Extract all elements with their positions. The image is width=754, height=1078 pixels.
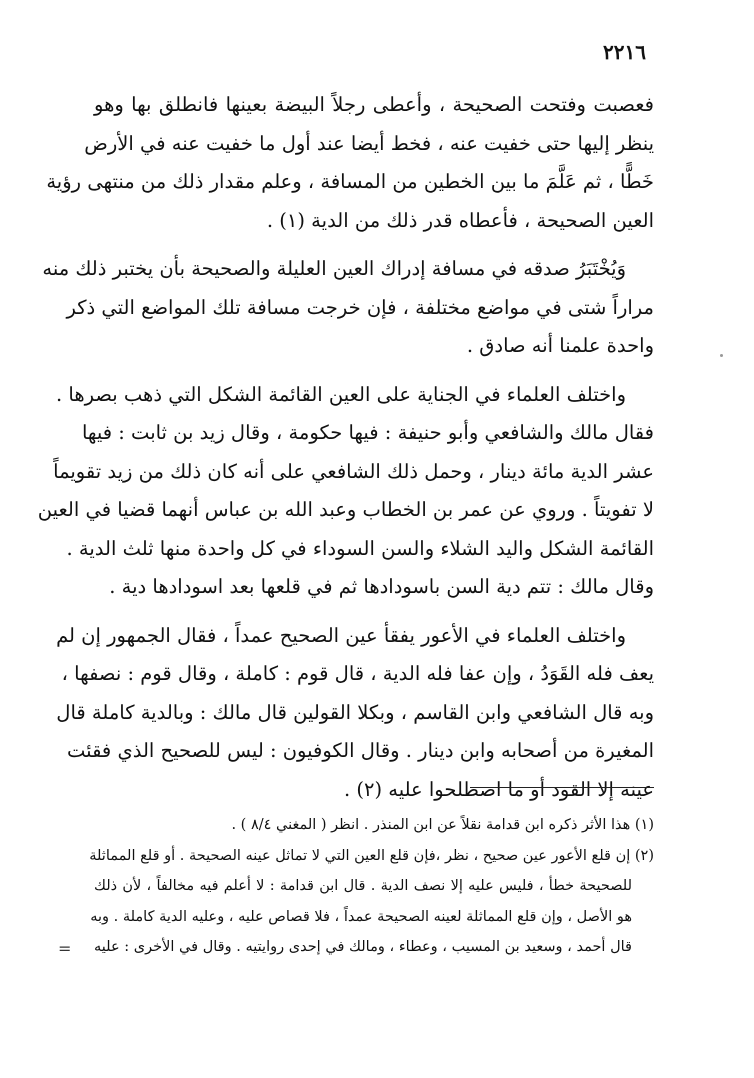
text-line: يعف فله القَوَدُ ، وإن عفا فله الدية ، قال قوم : كاملة ، وقال قوم : نصفها ، xyxy=(61,662,654,685)
paragraph-1 xyxy=(46,86,654,240)
text-line: واحدة علمنا أنه صادق . xyxy=(466,334,654,357)
text-line: فقال مالك والشافعي وأبو حنيفة : فيها حكومة ، وقال زيد بن ثابت : فيها xyxy=(81,421,654,444)
text-line: القائمة الشكل واليد الشلاء والسن السوداء في كل واحدة منها ثلث الدية . xyxy=(66,536,654,560)
footnote-line: (٢) إن قلع الأعور عين صحيح ، نظر ،فإن قلع العين التي لا تماثل عينه الصحيحة . أو قلع المماثلة xyxy=(89,847,654,864)
continuation-mark: = xyxy=(58,939,72,958)
text-line: العين الصحيحة ، فأعطاه قدر ذلك من الدية (١) . xyxy=(266,208,654,232)
footnote-line: قال أحمد ، وسعيد بن المسيب ، وعطاء ، ومالك في إحدى روايتيه . وقال في الأخرى : عليه xyxy=(94,939,632,955)
footnotes xyxy=(89,810,654,963)
paragraph-4 xyxy=(56,617,654,810)
text-line: المغيرة من أصحابه وابن دينار . وقال الكوفيون : ليس للصحيح الذي فقئت xyxy=(67,739,654,762)
footnote-2 xyxy=(89,841,654,963)
margin-mark xyxy=(720,354,723,357)
footnote-separator xyxy=(470,787,654,788)
paragraph-3 xyxy=(37,376,654,607)
footnote-1 xyxy=(94,810,654,841)
page-number: ٢٢١٦ xyxy=(603,40,646,64)
paragraph-2 xyxy=(42,250,654,366)
text-line: وقال مالك : تتم دية السن باسودادها ثم في قلعها بعد اسودادها دية . xyxy=(109,575,654,598)
main-text xyxy=(37,86,654,819)
text-line: ينظر إليها حتى خفيت عنه ، فخط أيضا عند أول ما خفيت عنه في الأرض xyxy=(84,131,654,155)
text-line: مراراً شتى في مواضع مختلفة ، فإن خرجت مسافة تلك المواضع التي ذكر xyxy=(66,295,654,319)
footnote-line: هو الأصل ، وإن قلع المماثلة لعينه الصحيحة عمداً ، فلا قصاص عليه ، وعليه الدية كاملة . وبه xyxy=(90,908,632,925)
text-line: واختلف العلماء في الأعور يفقأ عين الصحيح عمداً ، فقال الجمهور إن لم xyxy=(56,623,626,647)
text-line: لا تفويتاً . وروي عن عمر بن الخطاب وعبد الله بن عباس أنهما قضيا في العين xyxy=(37,498,654,521)
footnote-line: (١) هذا الأثر ذكره ابن قدامة نقلاً عن ابن المنذر . انظر ( المغني ٨/٤ ) . xyxy=(231,817,654,833)
text-line: واختلف العلماء في الجناية على العين القائمة الشكل التي ذهب بصرها . xyxy=(55,382,626,406)
footnote-line: للصحيحة خطأ ، فليس عليه إلا نصف الدية . قال ابن قدامة : لا أعلم فيه مخالفاً ، لأن ذلك xyxy=(94,878,632,894)
text-line: وبه قال الشافعي وابن القاسم ، وبكلا القولين قال مالك : وبالدية كاملة قال xyxy=(56,700,654,724)
text-line: عينه إلا القود أو ما اصطلحوا عليه (٢) . xyxy=(343,777,654,801)
text-line: عشر الدية مائة دينار ، وحمل ذلك الشافعي على أنه كان ذلك من زيد تقويماً xyxy=(53,459,654,483)
text-line: فعصبت وفتحت الصحيحة ، وأعطى رجلاً البيضة بعينها فانطلق بها وهو xyxy=(94,93,654,116)
text-line: خَطًّا ، ثم عَلَّمَ ما بين الخطين من المسافة ، وعلم مقدار ذلك من منتهى رؤية xyxy=(46,170,654,193)
text-line: وَيُخْتَبَرُ صدقه في مسافة إدراك العين العليلة والصحيحة بأن يختبر ذلك منه xyxy=(42,257,626,280)
